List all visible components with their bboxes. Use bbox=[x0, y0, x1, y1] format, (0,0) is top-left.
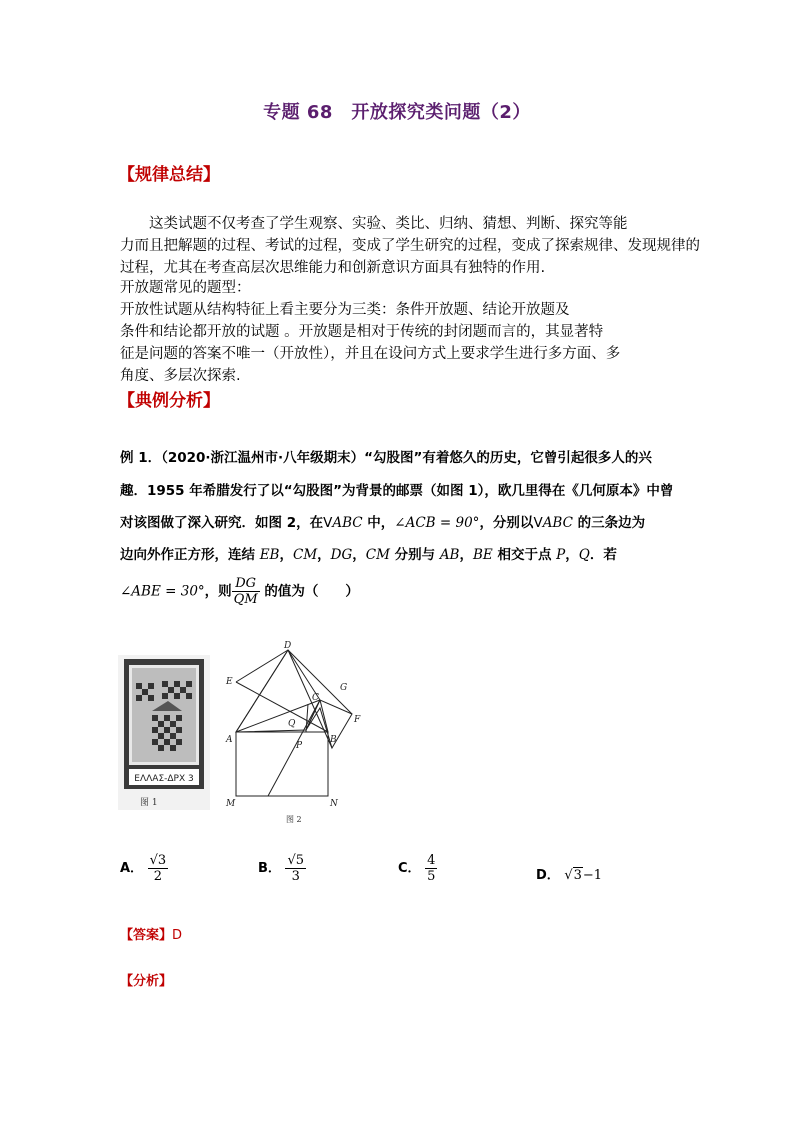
section-heading-examples: 【典例分析】 bbox=[118, 391, 220, 411]
answer-line: 【答案】D bbox=[120, 928, 183, 943]
summary-line-3: 过程，尤其在考查高层次思维能力和创新意识方面具有独特的作用. bbox=[120, 260, 546, 276]
section-heading-summary: 【规律总结】 bbox=[118, 165, 220, 185]
label-d: D bbox=[284, 641, 292, 651]
option-b[interactable]: B． $\frac{√5}{3}$ bbox=[258, 853, 305, 884]
example-line-3: 对该图做了深入研究．如图 2，在VABC 中，∠ACB = 90°，分别以VABC 的三条边为 bbox=[120, 515, 646, 531]
types-line-4: 角度、多层次探索. bbox=[120, 368, 241, 384]
example-line-2: 趣．1955 年希腊发行了以“勾股图”为背景的邮票（如图 1），欧几里得在《几何原本》中曾 bbox=[120, 483, 674, 499]
geometry-figure bbox=[222, 638, 382, 830]
types-line-1: 开放性试题从结构特征上看主要分为三类：条件开放题、结论开放题及 bbox=[120, 302, 570, 318]
stamp-text: ΕΛΛΑΣ-ΔΡΧ 3 bbox=[134, 774, 194, 784]
summary-line-1: 这类试题不仅考查了学生观察、实验、类比、归纳、猜想、判断、探究等能 bbox=[120, 216, 628, 232]
label-f: F bbox=[354, 715, 361, 725]
label-p: P bbox=[296, 741, 303, 751]
option-a[interactable]: A． $\frac{√3}{2}$ bbox=[120, 853, 167, 884]
option-d[interactable]: D． √3−1 bbox=[536, 868, 603, 883]
page-title: 专题 68 开放探究类问题（2） bbox=[263, 102, 531, 123]
label-a: A bbox=[226, 735, 233, 745]
label-c: C bbox=[312, 693, 319, 703]
example-line-5: ∠ABE = 30°，则 $\frac{DG}{QM}$ 的值为（ ） bbox=[120, 576, 359, 607]
fraction-dg-qm: $\frac{DG}{QM}$ bbox=[233, 576, 258, 607]
label-m: M bbox=[226, 799, 236, 809]
example-line-1: 例 1．（2020·浙江温州市·八年级期末）“勾股图”有着悠久的历史，它曾引起很多人的兴 bbox=[120, 450, 652, 466]
analysis-label: 【分析】 bbox=[120, 974, 173, 989]
option-c[interactable]: C． $\frac{4}{5}$ bbox=[398, 853, 436, 884]
stamp-figure bbox=[118, 655, 210, 810]
label-e: E bbox=[226, 677, 233, 687]
example-line-4: 边向外作正方形，连结 EB，CM，DG，CM 分别与 AB，BE 相交于点 P，Q．若 bbox=[120, 547, 617, 563]
label-g: G bbox=[340, 683, 348, 693]
summary-line-2: 力而且把解题的过程、考试的过程，变成了学生研究的过程，变成了探索规律、发现规律的 bbox=[120, 238, 700, 254]
types-line-3: 征是问题的答案不唯一（开放性），并且在设问方式上要求学生进行多方面、多 bbox=[120, 346, 621, 362]
label-b: B bbox=[330, 735, 337, 745]
types-line-2: 条件和结论都开放的试题 。开放题是相对于传统的封闭题而言的，其显著特 bbox=[120, 324, 604, 340]
figure-1-caption: 图 1 bbox=[140, 798, 158, 808]
figure-2-caption: 图 2 bbox=[286, 815, 302, 824]
question-types-title: 开放题常见的题型： bbox=[120, 280, 251, 296]
label-q: Q bbox=[288, 719, 296, 729]
label-n: N bbox=[330, 799, 338, 809]
